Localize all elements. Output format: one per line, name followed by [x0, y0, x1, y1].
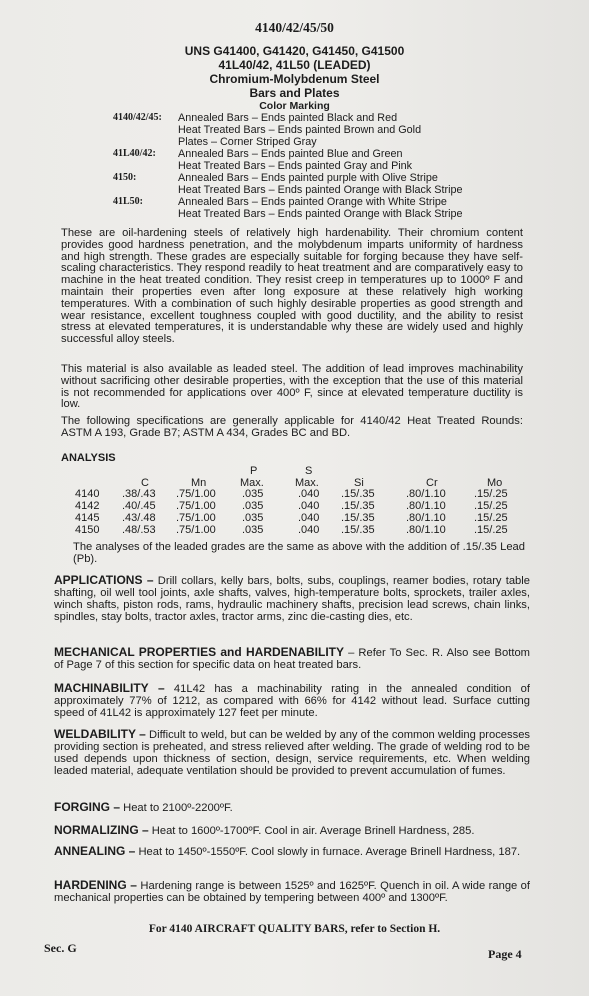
normalizing-section [54, 824, 530, 837]
sulfur-cell: .040 [298, 512, 320, 524]
phosphorus-cell: .035 [242, 524, 264, 536]
silicon-cell: .15/.35 [341, 488, 375, 500]
header-cell: Si [354, 477, 364, 489]
applications-heading: APPLICATIONS – [54, 573, 154, 587]
page-number: Page 4 [488, 947, 522, 961]
grade-cell: 4140 [75, 488, 100, 500]
hardening-section [54, 879, 530, 904]
color-marking-text: Annealed Bars – Ends painted Blue and Green [178, 148, 403, 160]
phosphorus-cell: .035 [242, 512, 264, 524]
uns-numbers: UNS G41400, G41420, G41450, G41500 [184, 44, 405, 58]
molybdenum-cell: .15/.25 [474, 500, 508, 512]
hardening-heading: HARDENING – [54, 878, 137, 892]
leaded-paragraph: This material is also available as leaded steel. The addition of lead improves machinability without sacrificing other desirable properties, with the exception that the use of this material is not recommended for applications over 400º F, since at elevated temperature ductility is low. [61, 363, 523, 411]
grades-title: 4140/42/45/50 [255, 20, 334, 35]
sulfur-cell: .040 [298, 524, 320, 536]
color-marking-text: Annealed Bars – Ends painted purple with Olive Stripe [178, 172, 438, 184]
hardening-text: Hardening range is between 1525º and 1625ºF. Quench in oil. A wide range of mechanical properties can be obtained by tempering between 400º and 1300ºF. [54, 880, 530, 905]
sulfur-cell: .040 [298, 488, 320, 500]
mechanical-heading: MECHANICAL PROPERTIES and HARDENABILITY [54, 645, 345, 659]
color-marking-text: Heat Treated Bars – Ends painted Gray and Pink [178, 160, 413, 172]
carbon-cell: .43/.48 [122, 512, 156, 524]
header-cell: C [141, 477, 149, 489]
normalizing-text: Heat to 1600º-1700ºF. Cool in air. Average Brinell Hardness, 285. [148, 825, 475, 837]
color-marking-title: Color Marking [259, 100, 330, 112]
carbon-cell: .48/.53 [122, 524, 156, 536]
header-cell: Mn [191, 477, 207, 489]
grade-cell: 4145 [75, 512, 100, 524]
silicon-cell: .15/.35 [341, 512, 375, 524]
phosphorus-cell: .035 [242, 488, 264, 500]
forging-heading: FORGING – [54, 800, 121, 814]
mechanical-text: – Refer To Sec. R. Also see Bottom of Page 7 of this section for specific data on heat treated bars. [54, 647, 530, 672]
chromium-cell: .80/1.10 [406, 500, 446, 512]
molybdenum-cell: .15/.25 [474, 512, 508, 524]
manganese-cell: .75/1.00 [176, 488, 216, 500]
color-marking-text: Annealed Bars – Ends painted Orange with White Stripe [178, 196, 447, 208]
color-marking-grade: 41L40/42: [113, 148, 156, 159]
analysis-title: ANALYSIS [61, 452, 116, 464]
silicon-cell: .15/.35 [341, 500, 375, 512]
weldability-heading: WELDABILITY – [54, 727, 146, 741]
molybdenum-cell: .15/.25 [474, 488, 508, 500]
sulfur-cell: .040 [298, 500, 320, 512]
header-cell: P [250, 465, 258, 477]
color-marking-text: Plates – Corner Striped Gray [178, 136, 317, 148]
header-cell: Max. [240, 477, 264, 489]
forging-text: Heat to 2100º-2200ºF. [120, 802, 233, 814]
phosphorus-cell: .035 [242, 500, 264, 512]
color-marking-text: Annealed Bars – Ends painted Black and Red [178, 112, 398, 124]
machinability-heading: MACHINABILITY – [54, 681, 165, 695]
specifications-paragraph: The following specifications are generally applicable for 4140/42 Heat Treated Rounds: ASTM A 193, Grade B7; ASTM A 434, Grades BC and BD. [61, 415, 523, 439]
header-cell: Max. [295, 477, 319, 489]
header-cell: Mo [487, 477, 503, 489]
mechanical-section [54, 646, 530, 671]
annealing-section [54, 845, 530, 858]
molybdenum-cell: .15/.25 [474, 524, 508, 536]
leaded-grades: 41L40/42, 41L50 (LEADED) [218, 58, 371, 72]
material-name: Chromium-Molybdenum Steel [209, 72, 380, 86]
intro-paragraph: These are oil-hardening steels of relatively high hardenability. Their chromium content provides good hardness penetration, and the molybdenum imparts uniformity of hardness and high strength. These grades are especially suitable for forging because they have self-scaling characteristics. They respond readily to heat treatment and are comparatively easy to machine in the heat treated condition. They resist creep in temperatures up to 1000º F and maintain their properties even after long exposure at these relatively high working temperatures. With a combination of such highly desirable properties as good strength and wear resistance, excellent toughness coupled with good ductility, and the ability to resist stress at elevated temperatures, it is understandable why these are widely used and highly successful alloy steels. [61, 227, 523, 346]
color-marking-text: Heat Treated Bars – Ends painted Orange with Black Stripe [178, 184, 463, 196]
color-marking-text: Heat Treated Bars – Ends painted Orange with Black Stripe [178, 208, 463, 220]
color-marking-grade: 41L50: [113, 196, 143, 207]
silicon-cell: .15/.35 [341, 524, 375, 536]
annealing-heading: ANNEALING – [54, 844, 136, 858]
aircraft-note: For 4140 AIRCRAFT QUALITY BARS, refer to Section H. [148, 923, 441, 935]
carbon-cell: .38/.43 [122, 488, 156, 500]
section-label: Sec. G [44, 941, 77, 955]
weldability-section [54, 728, 530, 777]
product-form: Bars and Plates [249, 86, 340, 100]
machinability-section [54, 682, 530, 719]
manganese-cell: .75/1.00 [176, 512, 216, 524]
carbon-cell: .40/.45 [122, 500, 156, 512]
machinability-text: 41L42 has a machinability rating in the annealed condition of approximately 77% of 1212, as compared with 66% for 4142 without lead. Surface cutting speed of 41L42 is approximately 127 feet per minute. [54, 683, 531, 720]
analysis-note: The analyses of the leaded grades are the same as above with the addition of .15/.35 Lead (Pb). [73, 541, 525, 565]
header-cell: Cr [426, 477, 438, 489]
weldability-text: Difficult to weld, but can be welded by any of the common welding processes providing section is preheated, and stress relieved after welding. The grade of welding rod to be used depends upon thickness of section, design, service requirements, etc. When welding leaded material, adequate ventilation should be provided to prevent accumulation of fumes. [54, 729, 531, 778]
grade-cell: 4150 [75, 524, 100, 536]
color-marking-grade: 4140/42/45: [113, 112, 162, 123]
color-marking-grade: 4150: [113, 172, 137, 183]
applications-section [54, 574, 530, 623]
applications-text: Drill collars, kelly bars, bolts, subs, couplings, reamer bodies, rotary table shafting, oil well tool joints, axle shafts, valves, high-temperature bolts, sprockets, trailer axles, winch shafts, piston rods, rams, hydraulic machinery shafts, precision lead screws, chain links, spindles, stay bolts, tractor axles, tractor arms, zinc die-casting dies, etc. [54, 575, 530, 624]
header-cell: S [305, 465, 313, 477]
color-marking-text: Heat Treated Bars – Ends painted Brown and Gold [178, 124, 422, 136]
grade-cell: 4142 [75, 500, 100, 512]
chromium-cell: .80/1.10 [406, 488, 446, 500]
manganese-cell: .75/1.00 [176, 524, 216, 536]
forging-section [54, 801, 530, 814]
normalizing-heading: NORMALIZING – [54, 823, 149, 837]
annealing-text: Heat to 1450º-1550ºF. Cool slowly in furnace. Average Brinell Hardness, 187. [135, 846, 521, 858]
manganese-cell: .75/1.00 [176, 500, 216, 512]
chromium-cell: .80/1.10 [406, 512, 446, 524]
chromium-cell: .80/1.10 [406, 524, 446, 536]
